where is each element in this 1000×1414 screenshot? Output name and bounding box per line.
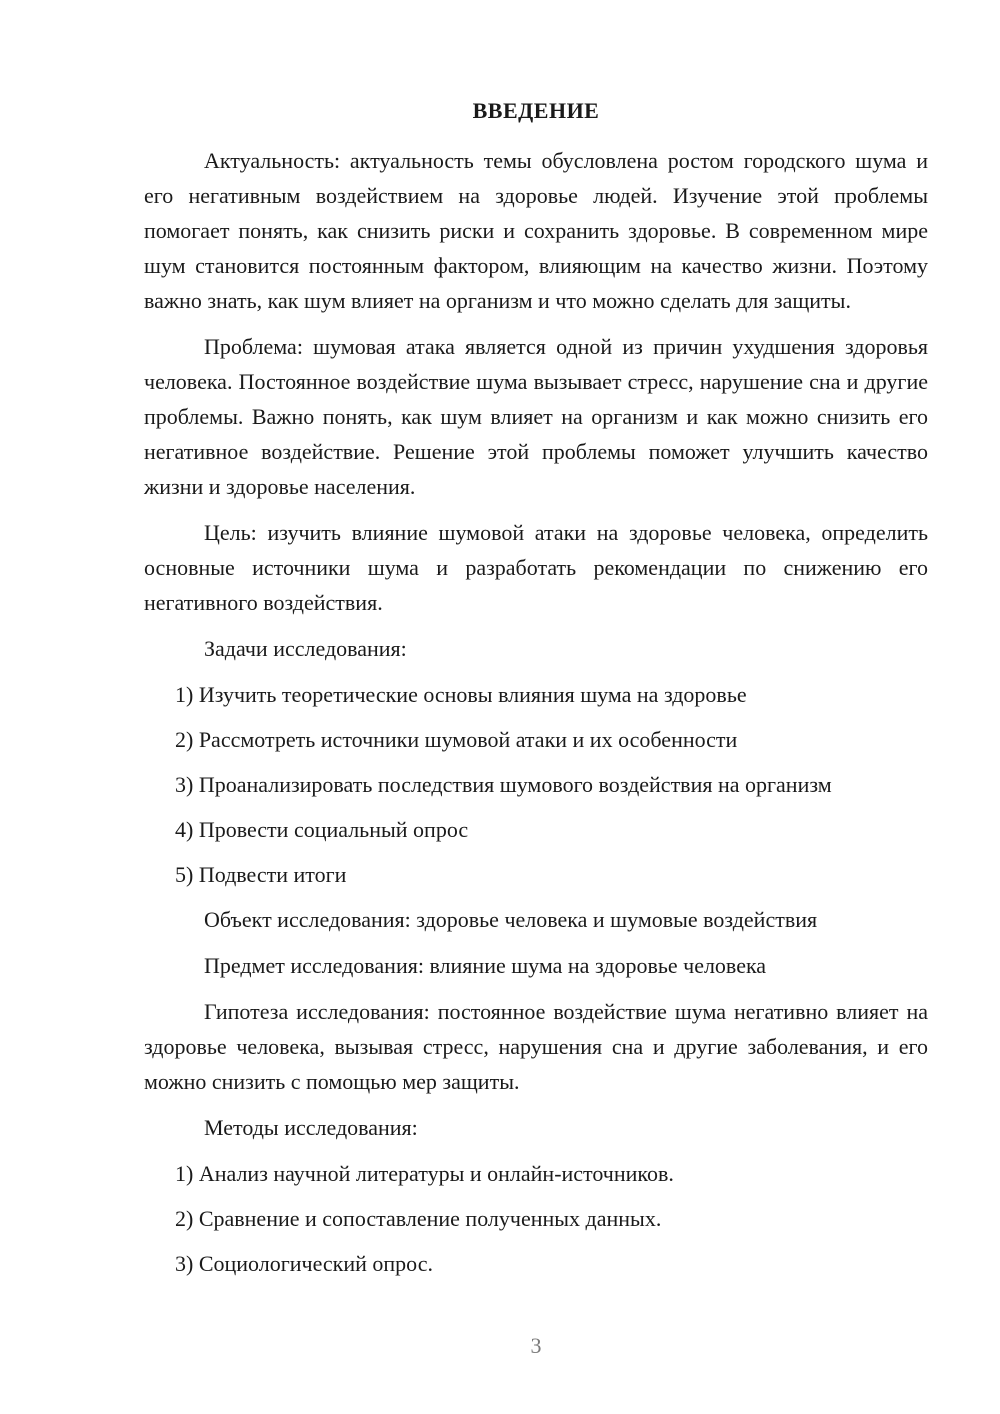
document-body	[144, 143, 928, 1291]
task-item: 4) Провести социальный опрос	[175, 817, 469, 842]
task-item: 1) Изучить теоретические основы влияния шума на здоровье	[175, 682, 747, 707]
task-item: 3) Проанализировать последствия шумового воздействия на организм	[175, 772, 832, 797]
problem-paragraph: Проблема: шумовая атака является одной из причин ухудшения здоровья человека. Постоянное воздействие шума вызывает стресс, нарушение сна и другие проблемы. Важно понять, как шум влияет на организм и как можно снизить его негативное воздействие. Решение этой проблемы поможет улучшить качество жизни и здоровье населения.	[144, 334, 928, 499]
tasks-heading: Задачи исследования:	[204, 636, 407, 661]
page-title: ВВЕДЕНИЕ	[472, 98, 600, 123]
research-object: Объект исследования: здоровье человека и шумовые воздействия	[204, 907, 818, 932]
task-item: 5) Подвести итоги	[175, 862, 347, 887]
methods-heading: Методы исследования:	[204, 1115, 418, 1140]
page-number: 3	[530, 1333, 542, 1358]
research-subject: Предмет исследования: влияние шума на здоровье человека	[204, 953, 767, 978]
task-item: 2) Рассмотреть источники шумовой атаки и их особенности	[175, 727, 738, 752]
goal-paragraph: Цель: изучить влияние шумовой атаки на здоровье человека, определить основные источники шума и разработать рекомендации по снижению его негативного воздействия.	[144, 520, 928, 615]
hypothesis-paragraph: Гипотеза исследования: постоянное воздействие шума негативно влияет на здоровье человека, вызывая стресс, нарушения сна и другие заболевания, и его можно снизить с помощью мер защиты.	[144, 999, 928, 1094]
method-item: 3) Социологический опрос.	[175, 1251, 433, 1276]
method-item: 1) Анализ научной литературы и онлайн-источников.	[175, 1161, 674, 1186]
relevance-paragraph: Актуальность: актуальность темы обусловлена ростом городского шума и его негативным воздействием на здоровье людей. Изучение этой проблемы помогает понять, как снизить риски и сохранить здоровье. В современном мире шум становится постоянным фактором, влияющим на качество жизни. Поэтому важно знать, как шум влияет на организм и что можно сделать для защиты.	[144, 148, 928, 313]
method-item: 2) Сравнение и сопоставление полученных данных.	[175, 1206, 662, 1231]
